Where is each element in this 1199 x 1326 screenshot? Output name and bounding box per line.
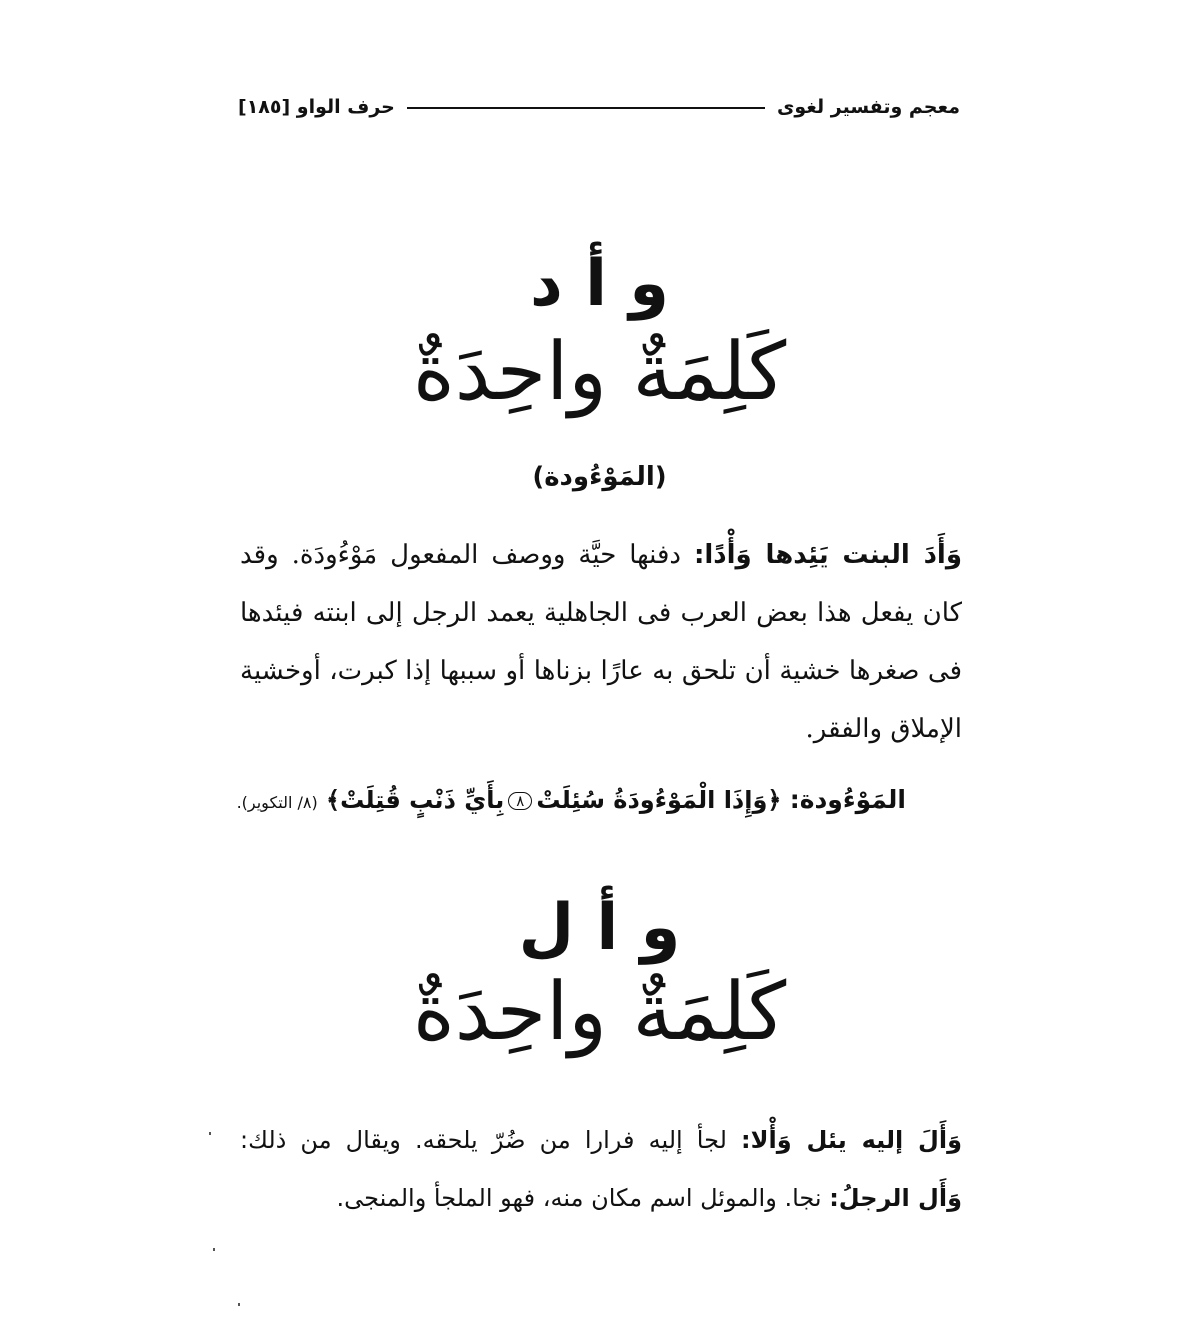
paragraph-line <box>240 1169 962 1227</box>
section-page-info: حرف الواو [١٨٥] <box>238 96 395 118</box>
citation-term: المَوْءُودة: <box>789 785 906 814</box>
quran-citation <box>236 780 906 823</box>
entry-title: (المَوْءُودة) <box>532 462 667 492</box>
scan-speck <box>213 1248 215 1251</box>
defined-term: وَأَل الرجلُ: <box>829 1184 962 1212</box>
scan-speck <box>209 1132 211 1135</box>
entry-paragraph <box>240 526 962 758</box>
verse-number-badge: ٨ <box>508 792 532 810</box>
defined-term: وَأَدَ البنت يَئِدها وَأْدًا: <box>693 540 962 570</box>
paragraph-line <box>240 642 962 700</box>
definition-text: كان يفعل هذا بعض العرب فى الجاهلية يعمد الرجل إلى ابنته فيئدها <box>240 598 962 628</box>
definition-text: نجا. والموئل اسم مكان منه، فهو الملجأ والمنجى. <box>336 1184 830 1212</box>
header-rule <box>407 107 765 109</box>
definition-text: فى صغرها خشية أن تلحق به عارًا بزناها أو سببها إذا كبرت، أوخشية <box>240 656 962 686</box>
paragraph-line <box>240 526 962 584</box>
paragraph-line <box>240 700 962 758</box>
running-header <box>238 92 960 122</box>
root-heading: و أ ل <box>518 891 681 965</box>
definition-text: الإملاق والفقر. <box>805 714 962 744</box>
word-count-label: كَلِمَةٌ واحِدَةٌ <box>412 965 787 1058</box>
entry-paragraph <box>240 1111 962 1227</box>
verse-text <box>326 786 781 814</box>
definition-text: لجأ إليه فرارا من ضُرّ يلحقه. ويقال من ذلك: <box>240 1126 742 1154</box>
definition-text: دفنها حيَّة ووصف المفعول مَوْءُودَة. وقد <box>240 540 694 570</box>
word-count-label: كَلِمَةٌ واحِدَةٌ <box>412 325 787 418</box>
scan-speck <box>238 1303 240 1306</box>
verse-close: بِأَيِّ ذَنْبٍ قُتِلَتْ﴾ <box>326 786 505 814</box>
paragraph-line <box>240 1111 962 1169</box>
paragraph-line <box>240 584 962 642</box>
root-heading: و أ د <box>529 247 670 321</box>
defined-term: وَأَلَ إليه يئل وَأْلا: <box>741 1126 962 1154</box>
book-title: معجم وتفسير لغوى <box>776 96 960 118</box>
surah-reference: (٨/ التكوير). <box>236 793 318 812</box>
verse-open: ﴿وَإِذَا الْمَوْءُودَةُ سُئِلَتْ <box>536 786 782 814</box>
